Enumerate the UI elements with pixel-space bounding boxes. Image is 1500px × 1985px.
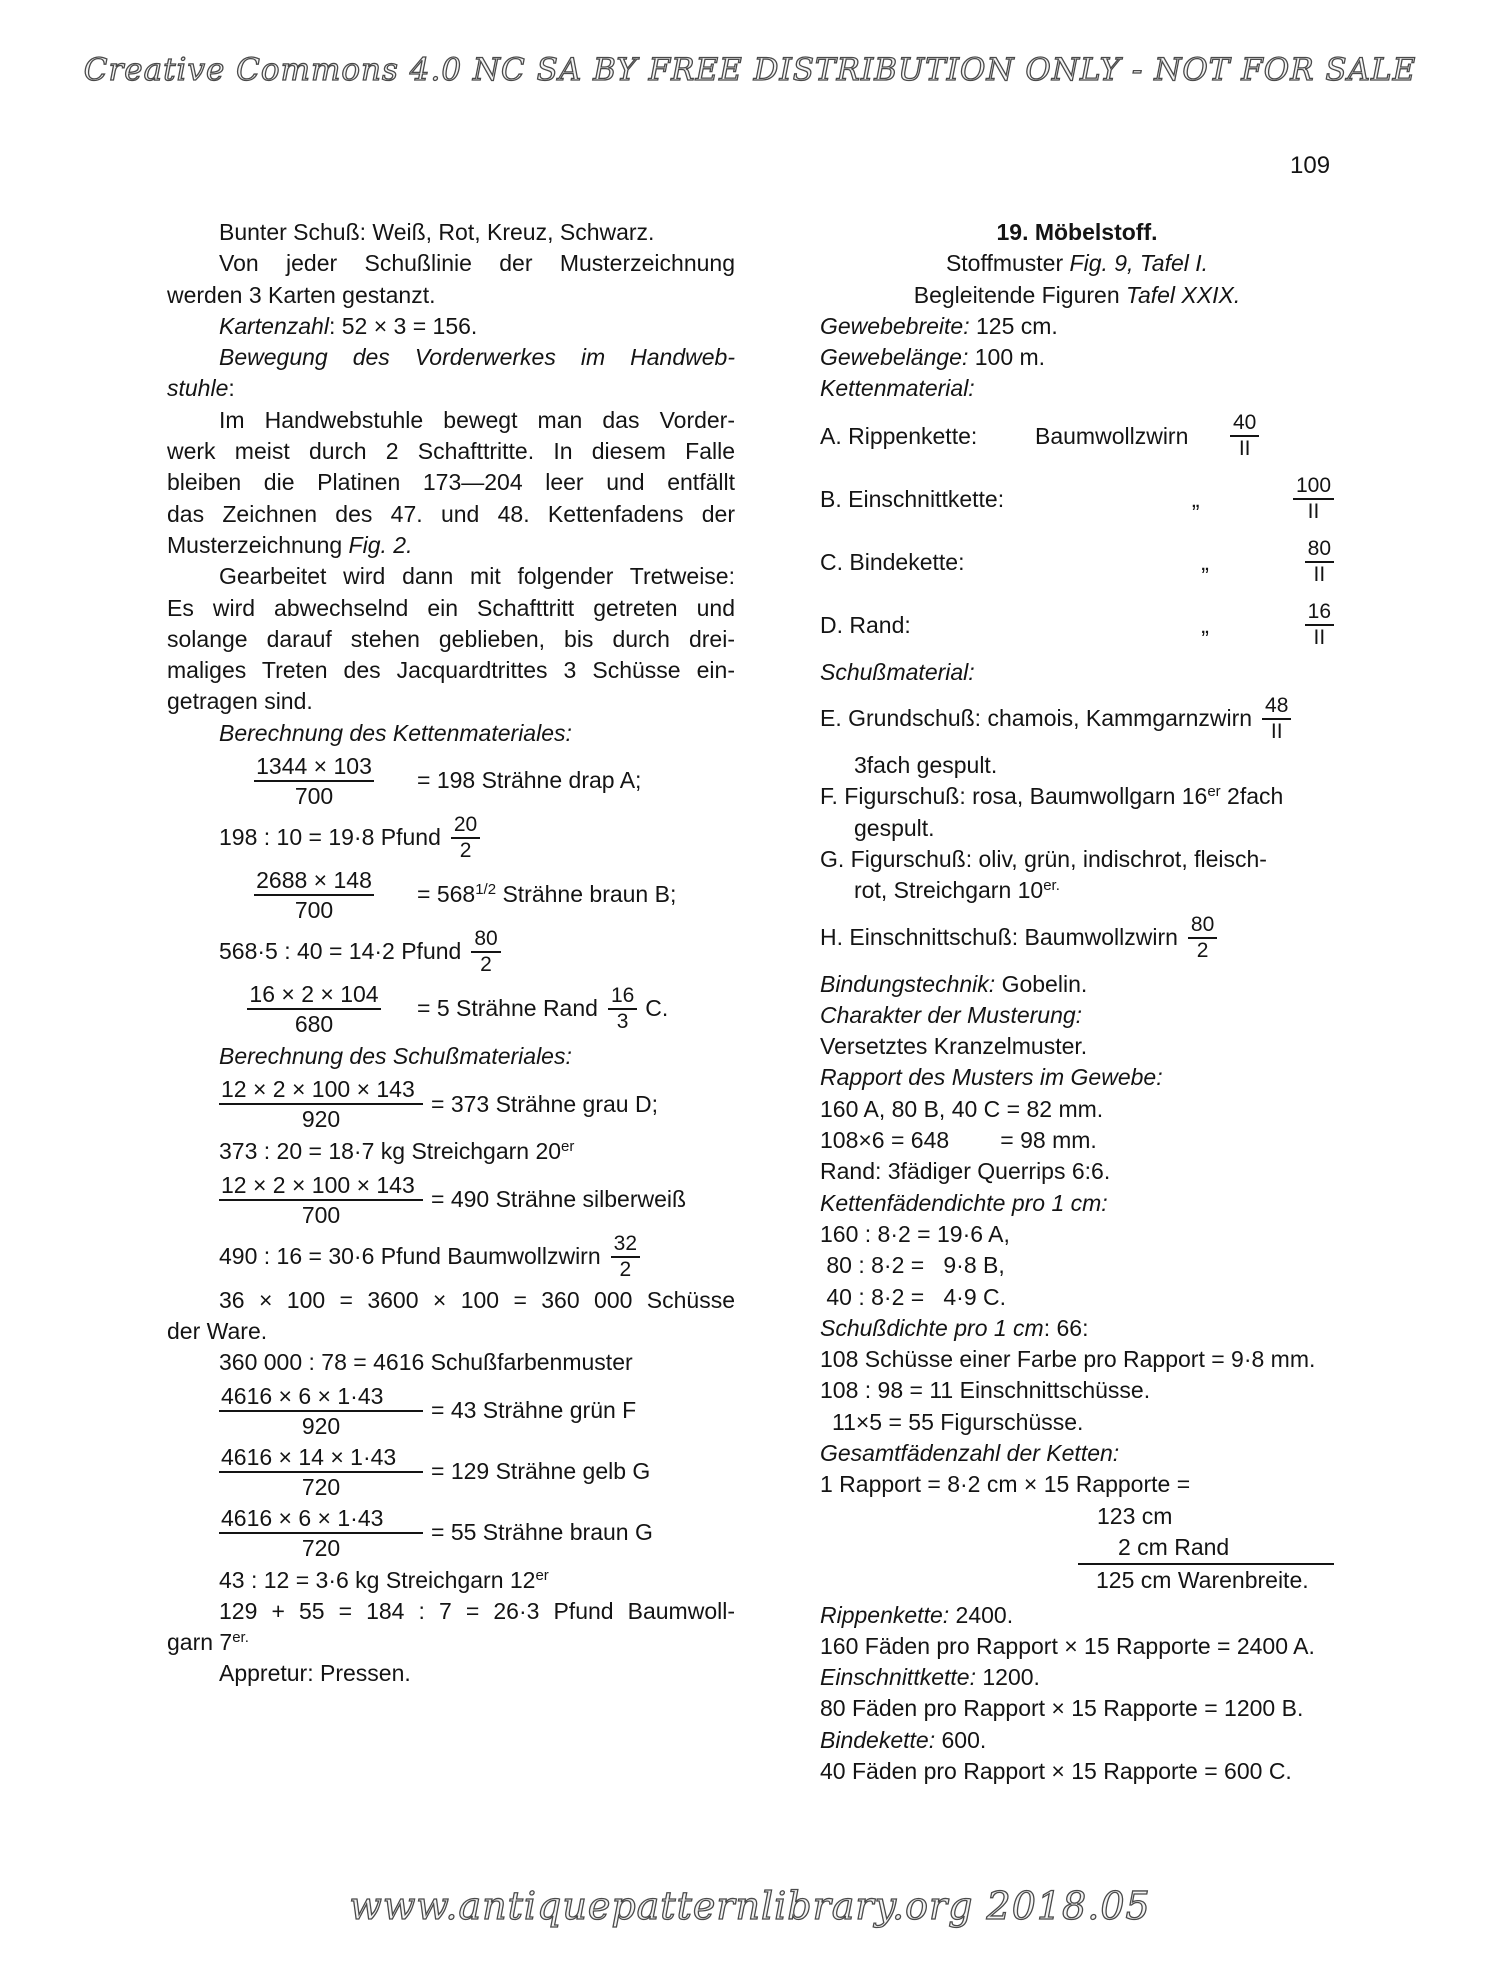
gewebebreite-line	[820, 311, 1334, 342]
fraction	[219, 1504, 423, 1562]
paragraph-line: das Zeichnen des 47. und 48. Kettenfadens der	[167, 500, 735, 527]
equation-result: = 43 Strähne grün F	[431, 1396, 637, 1423]
kette-row	[820, 531, 1334, 594]
footer-watermark: www.antiquepatternlibrary.org 2018.05	[349, 1884, 1151, 1928]
paragraph-line: Im Handwebstuhle bewegt man das Vorder-	[219, 406, 735, 433]
schuss-line	[820, 910, 1334, 966]
subheading: Rapport des Musters im Gewebe:	[820, 1064, 1163, 1091]
numerator: 16	[1305, 600, 1334, 626]
paragraph-line: maliges Treten des Jacquardtrittes 3 Schüsse ein-	[167, 657, 735, 684]
paragraph: Bunter Schuß: Weiß, Rot, Kreuz, Schwarz.	[219, 219, 655, 245]
text-line: 108×6 = 648 = 98 mm.	[820, 1127, 1097, 1154]
text-line: 80 Fäden pro Rapport × 15 Rapporte = 1200 B.	[820, 1695, 1304, 1722]
equation-text: 43 : 12 = 3·6 kg Streichgarn 12	[219, 1566, 536, 1593]
numerator: 12 × 2 × 100 × 143	[219, 1075, 423, 1105]
yarn-count	[451, 813, 480, 863]
numerator: 16 × 2 × 104	[247, 980, 380, 1010]
header-watermark: Creative Commons 4.0 NC SA BY FREE DISTRIBUTION ONLY - NOT FOR SALE	[83, 52, 1417, 88]
denominator: 920	[301, 1106, 341, 1133]
equation-text: 373 : 20 = 18·7 kg Streichgarn 20	[219, 1138, 562, 1165]
kette-total-line	[820, 1662, 1334, 1693]
yarn-count	[1230, 411, 1259, 461]
subheading: Berechnung des Kettenmateriales:	[219, 719, 572, 746]
equation	[167, 866, 735, 924]
value: 100 m.	[974, 344, 1046, 371]
numerator: 2688 × 148	[254, 866, 374, 896]
value: 600.	[941, 1726, 987, 1753]
yarn-count	[1262, 694, 1291, 744]
paragraph-line: getragen sind.	[167, 688, 313, 715]
yarn-count	[1305, 600, 1334, 650]
kette-label: A. Rippenkette:	[820, 422, 978, 449]
equation: 129 + 55 = 184 : 7 = 26·3 Pfund Baumwoll-	[219, 1597, 735, 1624]
equation-result: = 55 Strähne braun G	[431, 1518, 653, 1545]
label: Einschnittkette:	[820, 1664, 976, 1691]
karten-label: Kartenzahl	[219, 312, 329, 339]
label: Gewebelänge:	[820, 344, 969, 371]
numerator: 80	[1305, 537, 1334, 563]
text: H. Einschnittschuß: Baumwollzwirn	[820, 923, 1178, 950]
text-line: Rand: 3fädiger Querrips 6:6.	[820, 1158, 1111, 1185]
denominator: 680	[294, 1011, 334, 1038]
schuss-line	[820, 781, 1334, 812]
begleitende-line	[820, 280, 1334, 311]
denominator: 2	[619, 1257, 632, 1281]
numerator: 12 × 2 × 100 × 143	[219, 1171, 423, 1201]
equation	[167, 1627, 735, 1658]
text-line: 160 A, 80 B, 40 C = 82 mm.	[820, 1095, 1104, 1122]
colon: :	[228, 375, 235, 402]
stoffmuster-line	[820, 248, 1334, 279]
yarn-count	[611, 1232, 640, 1282]
denominator: II	[1313, 563, 1326, 587]
kette-total-line	[820, 1725, 1334, 1756]
schussdichte-line	[820, 1313, 1334, 1344]
fraction	[219, 1171, 423, 1229]
equation-result: = 198 Strähne drap A;	[417, 767, 642, 794]
paragraph-line: bleiben die Platinen 173—204 leer und entfällt	[167, 469, 735, 496]
kette-material: Baumwollzwirn	[1035, 422, 1189, 449]
numerator: 40	[1230, 411, 1259, 437]
sum-total: 125 cm Warenbreite.	[1078, 1563, 1334, 1596]
fraction	[219, 1443, 423, 1501]
equation	[167, 813, 735, 863]
text: C.	[645, 995, 669, 1022]
left-column	[167, 217, 735, 1690]
paragraph: Von jeder Schußlinie der Musterzeichnung	[219, 250, 735, 277]
text: rot, Streichgarn 10	[854, 877, 1044, 904]
value: : 66:	[1043, 1314, 1089, 1341]
ditto-mark: „	[1191, 485, 1200, 512]
equation-text: 568·5 : 40 = 14·2 Pfund	[219, 938, 462, 965]
denominator: 2	[480, 953, 492, 977]
denominator: 720	[301, 1473, 341, 1500]
ditto-mark: „	[1201, 548, 1209, 575]
yarn-count	[1188, 913, 1217, 963]
numerator: 80	[471, 927, 500, 953]
yarn-count	[471, 927, 500, 977]
paragraph: werden 3 Karten gestanzt.	[167, 281, 436, 308]
right-column	[820, 217, 1334, 1787]
superscript: er.	[232, 1629, 249, 1647]
text-line: 40 : 8·2 = 4·9 C.	[820, 1283, 1007, 1310]
label: Bindekette:	[820, 1726, 936, 1753]
superscript: er.	[1043, 877, 1060, 895]
equation-text: garn 7	[167, 1629, 233, 1656]
kette-row	[820, 468, 1334, 531]
text: E. Grundschuß: chamois, Kammgarnzwirn	[820, 705, 1253, 732]
value: 1200.	[982, 1664, 1040, 1691]
numerator: 48	[1262, 694, 1291, 720]
superscript: er	[561, 1138, 575, 1156]
text: Strähne braun B;	[502, 881, 677, 908]
text-line: 108 : 98 = 11 Einschnittschüsse.	[820, 1377, 1151, 1404]
equation-result: = 5 Strähne Rand	[417, 995, 598, 1022]
equation-result: = 129 Strähne gelb G	[431, 1457, 651, 1484]
fraction	[219, 866, 409, 924]
kette-label: C. Bindekette:	[820, 548, 965, 575]
text-line: 108 Schüsse einer Farbe pro Rapport = 9·8 mm.	[820, 1346, 1316, 1373]
paragraph-line	[167, 530, 735, 561]
text: Stoffmuster	[945, 250, 1064, 277]
kette-label: B. Einschnittkette:	[820, 485, 1005, 512]
equation	[167, 1136, 735, 1167]
label: Schußdichte pro 1 cm	[820, 1314, 1044, 1341]
superscript: 1/2	[475, 881, 497, 899]
karten-line	[167, 311, 735, 342]
yarn-count	[608, 984, 637, 1034]
kette-row	[820, 594, 1334, 657]
equation	[167, 980, 735, 1038]
numerator: 80	[1188, 913, 1217, 939]
text: F. Figurschuß: rosa, Baumwollgarn 16	[820, 783, 1208, 810]
numerator: 1344 × 103	[254, 752, 374, 782]
schuss-line	[820, 875, 1334, 906]
schuss-line: 3fach gespult.	[854, 752, 998, 779]
yarn-count	[1293, 474, 1334, 524]
bindung-line	[820, 969, 1334, 1000]
label: Gewebebreite:	[820, 312, 970, 339]
text-line: 160 Fäden pro Rapport × 15 Rapporte = 2400 A.	[820, 1632, 1315, 1659]
equation	[167, 1171, 735, 1229]
numerator: 32	[611, 1232, 640, 1258]
equation	[167, 927, 735, 977]
figure-ref: Fig. 9, Tafel I.	[1069, 250, 1209, 277]
equation	[167, 752, 735, 810]
denominator: 700	[301, 1201, 341, 1228]
text-line: Versetztes Kranzelmuster.	[820, 1033, 1088, 1060]
denominator: 2	[459, 839, 472, 863]
subheading	[167, 373, 735, 404]
paragraph-line: solange darauf stehen geblieben, bis durch drei-	[167, 625, 735, 652]
numerator: 16	[608, 984, 637, 1010]
schuss-line: G. Figurschuß: oliv, grün, indischrot, fleisch-	[820, 845, 1267, 872]
numerator: 4616 × 6 × 1·43	[219, 1382, 423, 1412]
subheading: Berechnung des Schußmateriales:	[219, 1043, 572, 1070]
denominator: 3	[616, 1010, 629, 1034]
equation-text: 198 : 10 = 19·8 Pfund	[219, 824, 441, 851]
paragraph-line: werk meist durch 2 Schafttritte. In diesem Falle	[167, 438, 735, 465]
denominator: 700	[294, 783, 334, 810]
text: Musterzeichnung	[167, 531, 343, 558]
text: Begleitende Figuren	[913, 281, 1120, 308]
paragraph-line: Es wird abwechselnd ein Schafttritt getreten und	[167, 594, 735, 621]
paragraph: Appretur: Pressen.	[219, 1660, 411, 1687]
text: = 568	[417, 881, 476, 908]
kette-label: D. Rand:	[820, 611, 911, 638]
kette-total-line	[820, 1600, 1334, 1631]
schuss-line: gespult.	[854, 814, 935, 841]
equation: 360 000 : 78 = 4616 Schußfarbenmuster	[219, 1349, 633, 1376]
text-line: 160 : 8·2 = 19·6 A,	[820, 1220, 1010, 1247]
equation	[167, 1443, 735, 1501]
denominator: 700	[294, 897, 334, 924]
equation-text: 490 : 16 = 30·6 Pfund Baumwollzwirn	[219, 1242, 601, 1269]
text-line: 80 : 8·2 = 9·8 B,	[820, 1252, 1005, 1279]
value: Gobelin.	[1001, 970, 1088, 997]
denominator: II	[1313, 626, 1326, 650]
denominator: 720	[301, 1534, 341, 1561]
paragraph-line: Gearbeitet wird dann mit folgender Tretweise:	[219, 563, 735, 590]
superscript: er	[535, 1566, 549, 1584]
subheading: Kettenmaterial:	[820, 375, 975, 402]
denominator: II	[1270, 720, 1283, 744]
fraction	[219, 980, 409, 1038]
denominator: 920	[301, 1412, 341, 1439]
equation	[167, 1075, 735, 1133]
text-line: 1 Rapport = 8·2 cm × 15 Rapporte =	[820, 1471, 1191, 1498]
ditto-mark: „	[1201, 611, 1209, 638]
denominator: II	[1307, 500, 1320, 524]
kette-row	[820, 405, 1334, 468]
numerator: 4616 × 6 × 1·43	[219, 1504, 423, 1534]
text-line: 11×5 = 55 Figurschüsse.	[832, 1408, 1084, 1435]
figure-ref: Fig. 2.	[348, 531, 413, 558]
denominator: 2	[1196, 938, 1209, 962]
text-line: 40 Fäden pro Rapport × 15 Rapporte = 600 C.	[820, 1757, 1292, 1784]
figure-ref: Tafel XXIX.	[1126, 281, 1241, 308]
equation	[167, 1565, 735, 1596]
subheading: Charakter der Musterung:	[820, 1001, 1083, 1028]
fraction	[219, 752, 409, 810]
value: 125 cm.	[975, 312, 1058, 339]
superscript: er	[1207, 783, 1221, 801]
sum-line: 2 cm Rand	[1118, 1533, 1230, 1560]
section-title: 19. Möbelstoff.	[996, 219, 1158, 245]
equation-result	[417, 879, 676, 910]
text: 2fach	[1220, 783, 1284, 810]
equation	[167, 1382, 735, 1440]
page-number: 109	[1290, 152, 1331, 179]
yarn-count	[1305, 537, 1334, 587]
schuss-line	[820, 691, 1334, 747]
sum-line: 123 cm	[1097, 1502, 1173, 1529]
equation	[167, 1232, 735, 1282]
subheading: Schußmaterial:	[820, 658, 975, 685]
label: Rippenkette:	[820, 1601, 950, 1628]
subheading: Gesamtfädenzahl der Ketten:	[820, 1440, 1120, 1467]
subheading: Kettenfädendichte pro 1 cm:	[820, 1189, 1108, 1216]
gewebelaenge-line	[820, 342, 1334, 373]
fraction	[219, 1075, 423, 1133]
equation-result: = 373 Strähne grau D;	[431, 1090, 658, 1117]
subheading: Bewegung des Vorderwerkes im Handweb-	[219, 344, 735, 371]
label: Bindungstechnik:	[820, 970, 996, 997]
numerator: 20	[451, 813, 480, 839]
numerator: 100	[1293, 474, 1334, 500]
equation: der Ware.	[167, 1317, 268, 1344]
value: 2400.	[955, 1601, 1014, 1628]
denominator: II	[1238, 437, 1251, 461]
fraction	[219, 1382, 423, 1440]
equation: 36 × 100 = 3600 × 100 = 360 000 Schüsse	[219, 1286, 735, 1313]
karten-value: : 52 × 3 = 156.	[328, 312, 478, 339]
numerator: 4616 × 14 × 1·43	[219, 1443, 423, 1473]
equation-result: = 490 Strähne silberweiß	[431, 1185, 687, 1212]
subheading-text: stuhle	[167, 375, 229, 402]
equation	[167, 1504, 735, 1562]
